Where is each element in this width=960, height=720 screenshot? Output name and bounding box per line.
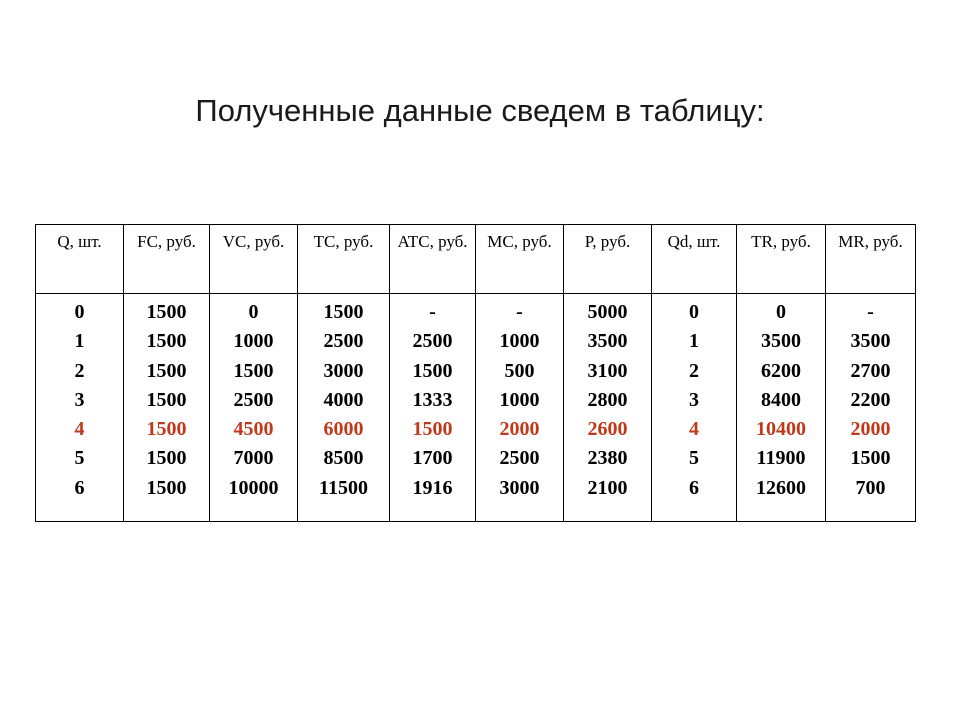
header-row xyxy=(36,225,916,294)
table-cell: 0 xyxy=(776,301,786,323)
column-header-tr: TR, руб. xyxy=(737,225,826,294)
table-cell: 4 xyxy=(689,418,699,441)
table-cell: - xyxy=(867,301,874,323)
table-cell: 10000 xyxy=(228,476,279,499)
table-cell: 4 xyxy=(74,418,85,441)
table-cell: 3500 xyxy=(761,330,801,353)
table-cell: 1500 xyxy=(146,388,187,411)
table-cell: 4500 xyxy=(233,418,274,441)
table-cell: - xyxy=(516,301,523,323)
table-cell: 7000 xyxy=(233,447,274,470)
table-cell: 8400 xyxy=(761,388,801,411)
column-values-mc xyxy=(476,294,564,522)
table-cell: 1333 xyxy=(412,388,453,411)
column-values-tc xyxy=(298,294,390,522)
column-values-vc xyxy=(210,294,298,522)
table-cell: 6 xyxy=(689,476,699,499)
table-cell: 500 xyxy=(504,359,535,382)
table-cell: 2000 xyxy=(499,418,540,441)
column-values-fc xyxy=(124,294,210,522)
table-cell: 3 xyxy=(689,388,699,411)
column-header-qd: Qd, шт. xyxy=(652,225,737,294)
table-cell: 2100 xyxy=(587,476,628,499)
column-header-tc: TC, руб. xyxy=(298,225,390,294)
table-cell: 1500 xyxy=(146,359,187,382)
table-cell: 1500 xyxy=(412,418,453,441)
column-header-p: P, руб. xyxy=(564,225,652,294)
table-cell: 1500 xyxy=(323,301,364,323)
column-header-q: Q, шт. xyxy=(36,225,124,294)
column-values-atc xyxy=(390,294,476,522)
column-header-atc: ATC, руб. xyxy=(390,225,476,294)
values-row xyxy=(36,294,916,522)
slide-title: Полученные данные сведем в таблицу: xyxy=(195,93,765,128)
table-cell: 1000 xyxy=(233,330,274,353)
column-header-mc: MC, руб. xyxy=(476,225,564,294)
table-cell: 8500 xyxy=(323,447,364,470)
table-cell: 1 xyxy=(689,330,699,353)
table-cell: 700 xyxy=(855,476,886,499)
table-cell: 2 xyxy=(689,359,699,382)
table-cell: - xyxy=(429,301,436,323)
column-values-mr xyxy=(826,294,916,522)
table-cell: 1500 xyxy=(146,447,187,470)
table-cell: 0 xyxy=(248,301,259,323)
table-cell: 1916 xyxy=(412,476,453,499)
table-cell: 1500 xyxy=(233,359,274,382)
table-cell: 1500 xyxy=(146,476,187,499)
data-table-container xyxy=(35,224,915,522)
table-cell: 2000 xyxy=(850,418,891,441)
table-cell: 11900 xyxy=(756,447,806,470)
table-cell: 1 xyxy=(74,330,85,353)
table-cell: 6200 xyxy=(761,359,801,382)
table-cell: 3500 xyxy=(850,330,891,353)
column-values-qd xyxy=(652,294,737,522)
table-cell: 2 xyxy=(74,359,85,382)
table-cell: 2200 xyxy=(850,388,891,411)
table-cell: 6000 xyxy=(323,418,364,441)
table-cell: 3 xyxy=(74,388,85,411)
table-cell: 3000 xyxy=(323,359,364,382)
data-table xyxy=(35,224,916,522)
table-cell: 5000 xyxy=(587,301,628,323)
table-cell: 2380 xyxy=(587,447,628,470)
table-cell: 0 xyxy=(74,301,85,323)
table-cell: 3100 xyxy=(587,359,628,382)
table-cell: 3000 xyxy=(499,476,540,499)
table-cell: 0 xyxy=(689,301,699,323)
table-cell: 3500 xyxy=(587,330,628,353)
table-cell: 1500 xyxy=(146,330,187,353)
table-cell: 2500 xyxy=(233,388,274,411)
column-header-mr: MR, руб. xyxy=(826,225,916,294)
table-cell: 1500 xyxy=(850,447,891,470)
table-cell: 12600 xyxy=(756,476,806,499)
table-cell: 2700 xyxy=(850,359,891,382)
table-cell: 2500 xyxy=(323,330,364,353)
table-cell: 1500 xyxy=(146,418,187,441)
column-values-p xyxy=(564,294,652,522)
column-values-q xyxy=(36,294,124,522)
table-cell: 4000 xyxy=(323,388,364,411)
table-cell: 2800 xyxy=(587,388,628,411)
table-cell: 11500 xyxy=(319,476,368,499)
table-cell: 1500 xyxy=(146,301,187,323)
table-cell: 10400 xyxy=(756,418,806,441)
table-cell: 1000 xyxy=(499,388,540,411)
table-cell: 5 xyxy=(689,447,699,470)
table-cell: 1000 xyxy=(499,330,540,353)
column-header-vc: VC, руб. xyxy=(210,225,298,294)
table-cell: 2500 xyxy=(412,330,453,353)
column-values-tr xyxy=(737,294,826,522)
table-cell: 2600 xyxy=(587,418,628,441)
table-cell: 5 xyxy=(74,447,85,470)
table-cell: 1500 xyxy=(412,359,453,382)
table-cell: 2500 xyxy=(499,447,540,470)
column-header-fc: FC, руб. xyxy=(124,225,210,294)
table-cell: 1700 xyxy=(412,447,453,470)
table-cell: 6 xyxy=(74,476,85,499)
